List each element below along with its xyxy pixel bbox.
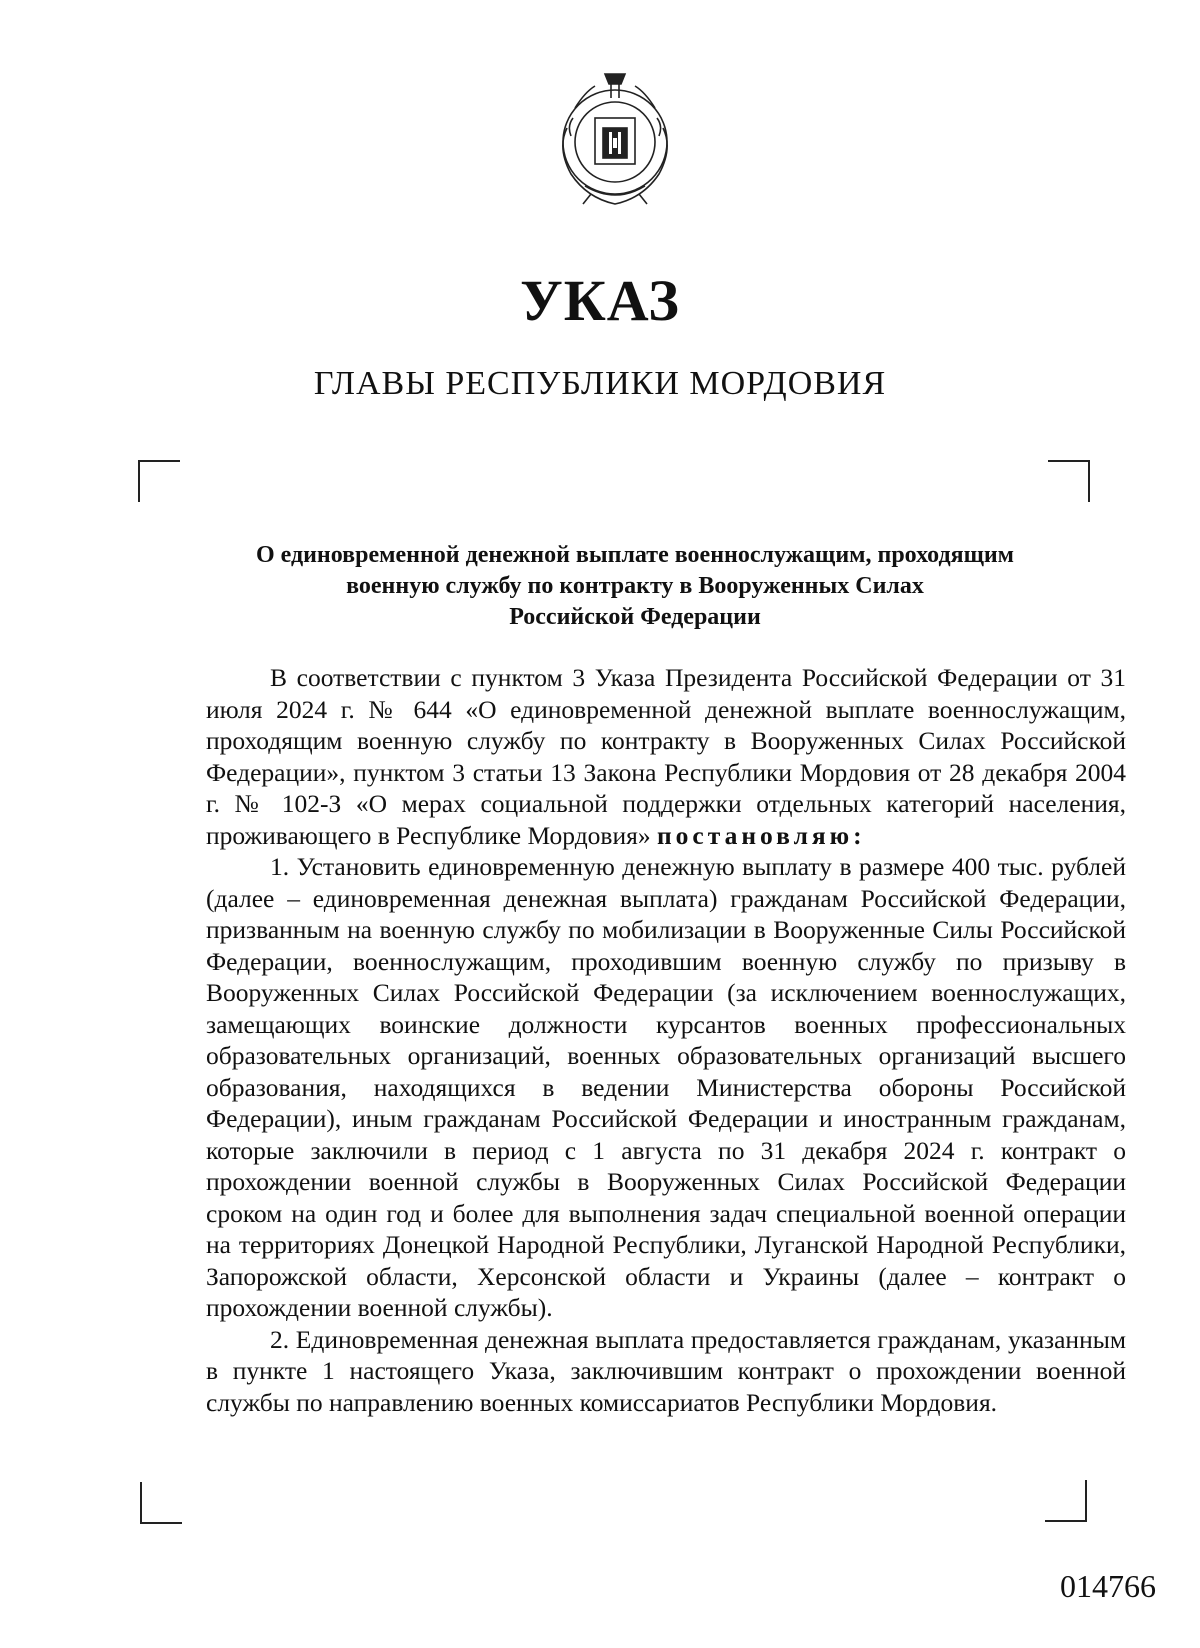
coat-of-arms-icon [545, 68, 685, 210]
subject-line: О единовременной денежной выплате военнослужащим, проходящим [255, 542, 1015, 568]
document-authority: ГЛАВЫ РЕСПУБЛИКИ МОРДОВИЯ [313, 365, 887, 402]
corner-mark-bottom-right [1045, 1480, 1087, 1522]
preamble-text: В соответствии с пунктом 3 Указа Президента Российской Федерации от 31 июля 2024 г. № 644 «О единовременной денежной выплате военнослужащим, проходящим военную службу по контракту в Вооруженных Силах Российской Федерации», пунктом 3 статьи 13 Закона Республики Мордовия от 28 декабря 2004 г. № 102-З «О мерах социальной поддержки отдельных категорий населения, проживающего в Республике Мордовия» [206, 663, 1126, 850]
document-subject [200, 540, 1070, 633]
item-1-paragraph: 1. Установить единовременную денежную выплату в размере 400 тыс. рублей (далее – единовременная денежная выплата) гражданам Российской Федерации, призванным на военную службу по мобилизации в Вооруженные Силы Российской Федерации, военнослужащим, проходившим военную службу по призыву в Вооруженных Силах Российской Федерации (за исключением военнослужащих, замещающих воинские должности курсантов военных профессиональных образовательных организаций, военных образовательных организаций высшего образования, находящихся в ведении Министерства обороны Российской Федерации), иным гражданам Российской Федерации и иностранным гражданам, которые заключили в период с 1 августа по 31 декабря 2024 г. контракт о прохождении военной службы в Вооруженных Силах Российской Федерации сроком на один год и более для выполнения задач специальной военной операции на территориях Донецкой Народной Республики, Луганской Народной Республики, Запорожской области, Херсонской области и Украины (далее – контракт о прохождении военной службы). [206, 852, 1126, 1322]
preamble-paragraph [206, 662, 1126, 851]
item-2-paragraph: 2. Единовременная денежная выплата предоставляется гражданам, указанным в пункте 1 настоящего Указа, заключившим контракт о прохождении военной службы по направлению военных комиссариатов Республики Мордовия. [206, 1324, 1126, 1417]
subject-line: Российской Федерации [509, 604, 761, 630]
document-body [206, 662, 1126, 1418]
serial-number: 014766 [1060, 1568, 1156, 1604]
decree-word: постановляю: [656, 820, 866, 850]
corner-mark-top-left [138, 460, 180, 502]
document-title: УКАЗ [520, 268, 680, 333]
corner-mark-bottom-left [140, 1482, 182, 1524]
subject-line: военную службу по контракту в Вооруженных Силах [346, 573, 924, 599]
corner-mark-top-right [1048, 460, 1090, 502]
